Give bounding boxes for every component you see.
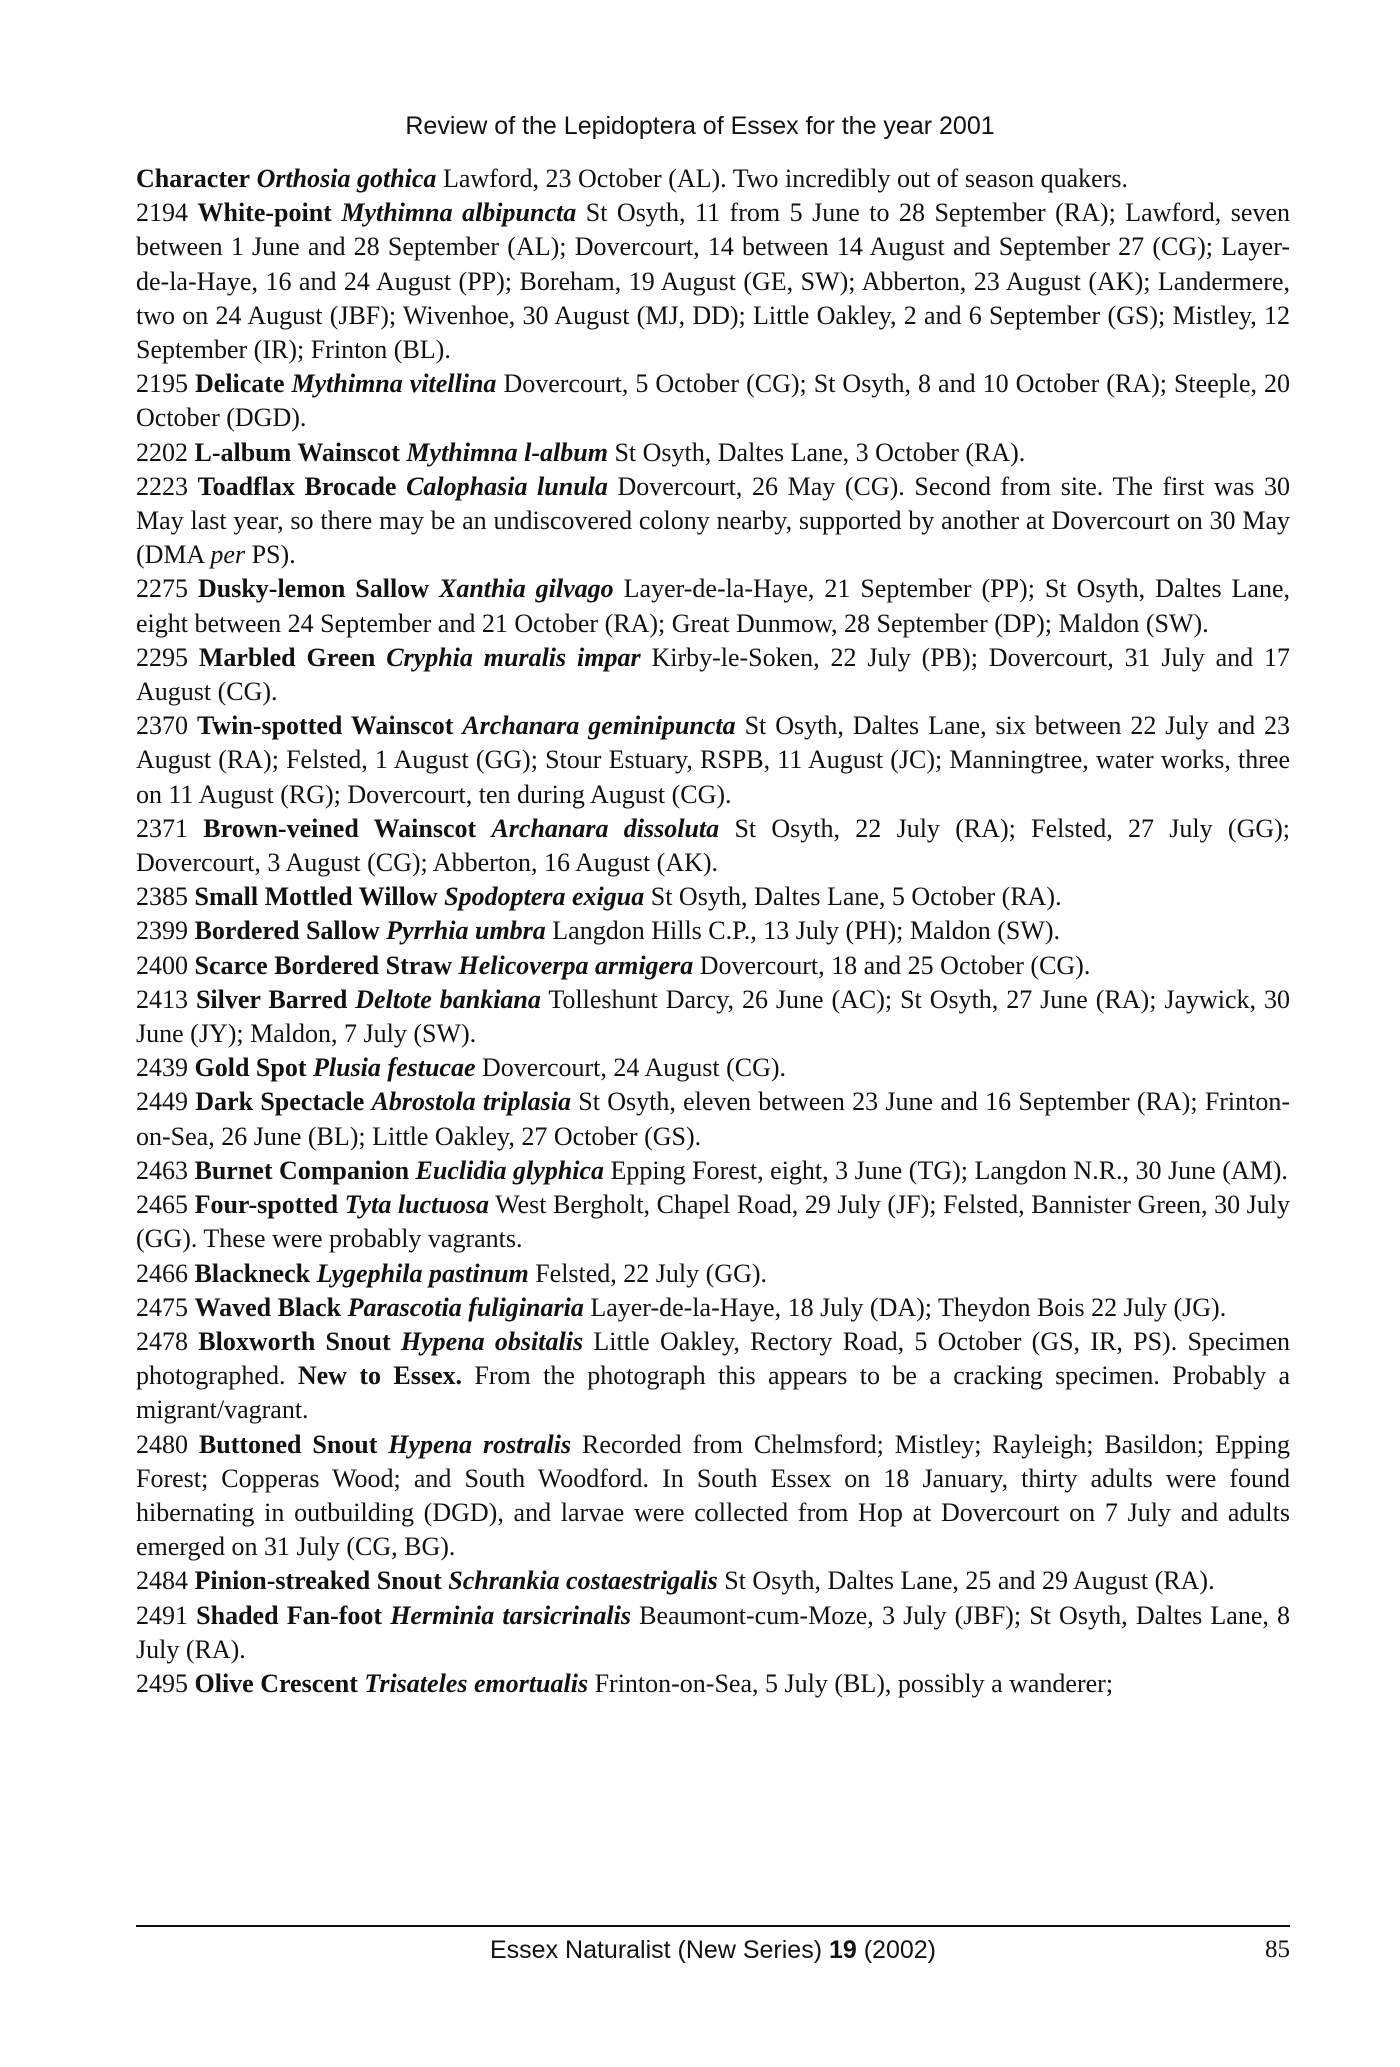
scientific-name: Abrostola triplasia <box>371 1087 572 1117</box>
record-text: Kirby-le-Soken, 22 July (PB); Dovercourt, 31 July and 17 August (CG). <box>136 642 1291 707</box>
record-text: Felsted, 22 July (GG). <box>535 1258 768 1288</box>
common-name: Character <box>136 164 251 193</box>
record-text: Epping Forest, eight, 3 June (TG); Langdon N.R., 30 June (AM). <box>610 1155 1288 1185</box>
journal-volume: 19 <box>828 1936 857 1964</box>
species-number: 2465 <box>136 1190 188 1220</box>
scientific-name: Parascotia fuliginaria <box>347 1292 584 1322</box>
common-name: Bloxworth Snout <box>198 1326 391 1356</box>
record-text: Layer-de-la-Haye, 18 July (DA); Theydon Bois 22 July (JG). <box>590 1292 1227 1322</box>
species-entry <box>136 436 1290 470</box>
species-entry <box>136 1325 1290 1428</box>
record-text: West Bergholt, Chapel Road, 29 July (JF); Felsted, Bannister Green, 30 July (GG). These were probably vagrants. <box>136 1190 1291 1254</box>
species-entry <box>136 1291 1290 1325</box>
species-number: 2202 <box>136 437 188 467</box>
scientific-name: Archanara dissoluta <box>491 813 720 843</box>
common-name: Buttoned Snout <box>198 1429 378 1459</box>
species-entry <box>136 1085 1290 1153</box>
species-number: 2370 <box>136 711 188 741</box>
species-entry <box>136 812 1290 880</box>
record-text: Layer-de-la-Haye, 21 September (PP); St Osyth, Daltes Lane, eight between 24 September and 21 October (RA); Great Dunmow, 28 September (DP); Maldon (SW). <box>136 574 1291 638</box>
per-word: per <box>210 540 246 570</box>
common-name: Marbled Green <box>198 642 376 672</box>
scientific-name: Calophasia lunula <box>406 471 608 501</box>
species-number: 2439 <box>136 1053 188 1083</box>
species-number: 2484 <box>136 1566 188 1596</box>
scientific-name: Xanthia gilvago <box>438 574 614 604</box>
footer-rule <box>136 1925 1290 1927</box>
record-text: Frinton-on-Sea, 5 July (BL), possibly a wanderer; <box>594 1668 1114 1698</box>
common-name: Burnet Companion <box>194 1155 410 1185</box>
species-entry <box>136 1154 1290 1188</box>
species-entry <box>136 196 1290 367</box>
record-text: St Osyth, Daltes Lane, 3 October (RA). <box>614 437 1026 467</box>
scientific-name: Trisateles emortualis <box>364 1668 589 1698</box>
journal-year: (2002) <box>863 1936 936 1964</box>
common-name: Brown-veined Wainscot <box>203 813 477 843</box>
species-number: 2475 <box>136 1292 188 1322</box>
scientific-name: Herminia tarsicrinalis <box>390 1600 631 1630</box>
record-text: Dovercourt, 24 August (CG). <box>482 1053 787 1083</box>
species-number: 2478 <box>136 1326 188 1356</box>
common-name: Small Mottled Willow <box>194 882 438 912</box>
record-text: Little Oakley, Rectory Road, 5 October (GS, IR, PS). Specimen photographed. <box>136 1326 1291 1391</box>
species-entry <box>136 572 1290 640</box>
species-entry <box>136 1257 1290 1291</box>
record-text: Recorded from Chelmsford; Mistley; Rayleigh; Basildon; Epping Forest; Copperas Wood; and South Woodford. In South Essex on 18 January, thirty adults were found hibernating in outbuilding (DGD), and larvae were collected from Hop at Dovercourt on 7 July and adults emerged on 31 July (CG, BG). <box>136 1429 1290 1562</box>
species-entry <box>136 367 1290 435</box>
running-header: Review of the Lepidoptera of Essex for the year 2001 <box>405 112 995 140</box>
common-name: Scarce Bordered Straw <box>194 950 453 980</box>
species-entry <box>136 1599 1290 1667</box>
scientific-name: Orthosia gothica <box>256 164 437 193</box>
common-name: Waved Black <box>194 1292 342 1322</box>
common-name: L-album Wainscot <box>194 437 400 467</box>
species-entry <box>136 1667 1290 1701</box>
journal-name: Essex Naturalist (New Series) <box>489 1936 823 1964</box>
species-entry <box>136 1051 1290 1085</box>
common-name: Four-spotted <box>194 1190 339 1220</box>
common-name: Gold Spot <box>194 1053 307 1083</box>
species-entry <box>136 1188 1290 1256</box>
species-number: 2385 <box>136 882 188 912</box>
species-entry <box>136 949 1290 983</box>
species-entry <box>136 914 1290 948</box>
common-name: White-point <box>197 198 332 228</box>
scientific-name: Tyta luctuosa <box>344 1190 489 1220</box>
species-number: 2495 <box>136 1668 188 1698</box>
species-entry <box>136 1428 1290 1565</box>
record-text: Dovercourt, 5 October (CG); St Osyth, 8 and 10 October (RA); Steeple, 20 October (DGD). <box>136 369 1290 433</box>
record-text-continued: From the photograph this appears to be a cracking specimen. Probably a migrant/vagrant. <box>136 1361 1291 1425</box>
record-text: St Osyth, Daltes Lane, 25 and 29 August (RA). <box>724 1566 1215 1596</box>
record-text: Langdon Hills C.P., 13 July (PH); Maldon (SW). <box>552 916 1061 946</box>
scientific-name: Plusia festucae <box>313 1053 476 1083</box>
scientific-name: Deltote bankiana <box>355 984 541 1014</box>
scientific-name: Hypena obsitalis <box>400 1326 584 1356</box>
scientific-name: Mythimna l-album <box>406 437 608 467</box>
common-name: Silver Barred <box>195 984 348 1014</box>
record-text: St Osyth, eleven between 23 June and 16 September (RA); Frinton-on-Sea, 26 June (BL); Little Oakley, 27 October (GS). <box>136 1087 1291 1151</box>
species-number: 2491 <box>136 1600 188 1630</box>
record-text: St Osyth, Daltes Lane, six between 22 July and 23 August (RA); Felsted, 1 August (GG); Stour Estuary, RSPB, 11 August (JC); Manningtree, water works, three on 11 August (RG); Dovercourt, ten during August (CG). <box>136 711 1291 809</box>
common-name: Delicate <box>195 369 285 399</box>
species-number: 2463 <box>136 1155 188 1185</box>
common-name: Dark Spectacle <box>195 1087 365 1117</box>
scientific-name: Mythimna albipuncta <box>341 198 577 228</box>
record-text: Dovercourt, 26 May (CG). Second from site. The first was 30 May last year, so there may be an undiscovered colony nearby, supported by another at Dovercourt on 30 May (DMA <box>136 471 1291 570</box>
journal-citation <box>136 1936 1290 1965</box>
species-number: 2275 <box>136 574 188 604</box>
scientific-name: Spodoptera exigua <box>444 882 645 912</box>
species-number: 2480 <box>136 1429 188 1459</box>
record-text: Dovercourt, 18 and 25 October (CG). <box>699 950 1091 980</box>
species-number: 2371 <box>136 813 188 843</box>
scientific-name: Pyrrhia umbra <box>386 916 546 946</box>
species-number: 2295 <box>136 642 188 672</box>
species-number: 2413 <box>136 984 188 1014</box>
scientific-name: Mythimna vitellina <box>291 369 497 399</box>
species-number: 2195 <box>136 369 188 399</box>
common-name: Toadflax Brocade <box>197 471 397 501</box>
record-text: Tolleshunt Darcy, 26 June (AC); St Osyth, 27 June (RA); Jaywick, 30 June (JY); Maldon, 7 July (SW). <box>136 984 1290 1049</box>
record-text: St Osyth, 11 from 5 June to 28 September (RA); Lawford, seven between 1 June and 28 September (AL); Dovercourt, 14 between 14 August and September 27 (CG); Layer-de-la-Haye, 16 and 24 August (PP); Boreham, 19 August (GE, SW); Abberton, 23 August (AK); Landermere, two on 24 August (JBF); Wivenhoe, 30 August (MJ, DD); Little Oakley, 2 and 6 September (GS); Mistley, 12 September (IR); Frinton (BL). <box>136 198 1291 365</box>
record-text: Beaumont-cum-Moze, 3 July (JBF); St Osyth, Daltes Lane, 8 July (RA). <box>136 1600 1291 1664</box>
common-name: Pinion-streaked Snout <box>194 1566 442 1596</box>
record-text: St Osyth, Daltes Lane, 5 October (RA). <box>650 882 1062 912</box>
scientific-name: Euclidia glyphica <box>415 1155 605 1185</box>
species-entry <box>136 983 1290 1051</box>
common-name: Twin-spotted Wainscot <box>196 711 454 741</box>
species-number: 2399 <box>136 916 188 946</box>
new-to-essex-note: New to Essex. <box>297 1361 462 1391</box>
species-entry <box>136 641 1290 709</box>
species-entry <box>136 1564 1290 1598</box>
species-entry <box>136 162 1290 196</box>
common-name: Blackneck <box>194 1258 311 1288</box>
scientific-name: Hypena rostralis <box>388 1429 572 1459</box>
scientific-name: Helicoverpa armigera <box>458 950 694 980</box>
record-text-continued: PS). <box>251 540 296 570</box>
species-number: 2400 <box>136 950 188 980</box>
species-number: 2194 <box>136 198 188 228</box>
common-name: Olive Crescent <box>194 1668 358 1698</box>
species-number: 2449 <box>136 1087 188 1117</box>
scientific-name: Archanara geminipuncta <box>462 711 736 741</box>
species-number: 2223 <box>136 471 188 501</box>
record-text: Lawford, 23 October (AL). Two incredibly out of season quakers. <box>442 164 1129 193</box>
scientific-name: Lygephila pastinum <box>316 1258 529 1288</box>
common-name: Shaded Fan-foot <box>196 1600 383 1630</box>
scientific-name: Cryphia muralis impar <box>386 642 641 672</box>
species-entry <box>136 470 1290 573</box>
species-number: 2466 <box>136 1258 188 1288</box>
common-name: Bordered Sallow <box>194 916 380 946</box>
scientific-name: Schrankia costaestrigalis <box>448 1566 718 1596</box>
species-entry <box>136 880 1290 914</box>
record-text: St Osyth, 22 July (RA); Felsted, 27 July (GG); Dovercourt, 3 August (CG); Abberton, 16 August (AK). <box>136 813 1291 878</box>
species-entry <box>136 709 1290 812</box>
species-records <box>136 162 1290 1701</box>
common-name: Dusky-lemon Sallow <box>197 574 429 604</box>
page-number: 85 <box>1265 1936 1290 1963</box>
